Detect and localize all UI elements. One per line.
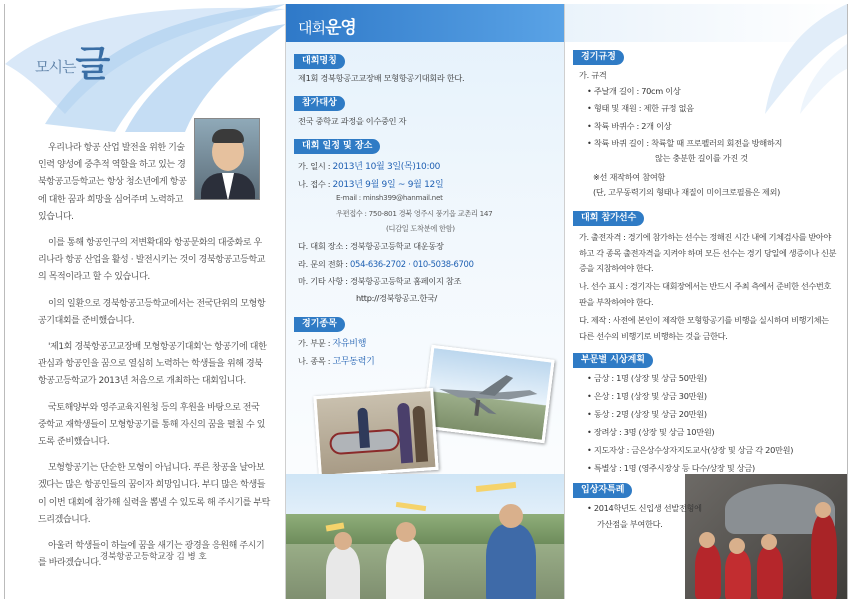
rule-item: • 착륙 바퀴수 : 2개 이상 — [587, 121, 672, 131]
registration-prefix: 나. 접수 : — [298, 179, 331, 189]
competition-name: 제1회 경북항공고교장배 모형항공기대회라 한다. — [298, 73, 465, 83]
date-value: 2013년 10월 3일(목)10:00 — [332, 162, 441, 172]
division-row — [298, 336, 366, 349]
label-competition-name: 대회명칭 — [294, 54, 345, 69]
heading-small: 대회 — [298, 19, 325, 37]
contact-value: 054-636-2702 · 010-5038-6700 — [350, 259, 474, 269]
award-item: • 지도자상 : 금은상수상자지도교사(상장 및 상금 각 20만원) — [587, 445, 794, 455]
award-item: • 금상 : 1명 (상장 및 상금 50만원) — [587, 373, 707, 383]
rules-head: 가. 규격 — [579, 70, 607, 80]
label-rules: 경기규정 — [573, 50, 624, 65]
kind-prefix: 나. 종목 : — [298, 356, 331, 366]
rule-item: • 형태 및 재원 : 제한 규정 없음 — [587, 103, 694, 113]
label-awards: 부문별 시상계획 — [573, 353, 653, 368]
label-schedule: 대회 일정 및 장소 — [294, 139, 380, 154]
division-prefix: 가. 부문 : — [298, 338, 331, 348]
rule-note: (단, 고무동력기의 형태나 재질이 미이크로필름은 제외) — [593, 187, 781, 197]
registration-row — [298, 177, 443, 190]
entrance-item: • 2014학년도 신입생 선발전형에 — [587, 503, 702, 513]
registration-value: 2013년 9월 9일 ~ 9월 12일 — [332, 180, 444, 190]
player-rule: 나. 선수 표시 : 경기자는 대회장에서는 반드시 주최 측에서 준비한 선수번호판을 부착하여야 한다. — [579, 281, 831, 307]
blue-swoosh-graphic — [705, 4, 847, 114]
division-value: 자유비행 — [332, 339, 367, 349]
greeting-text — [38, 140, 270, 581]
rule-item: • 착륙 바퀴 길이 : 착륙할 때 프로펠러의 회전을 방해하지 — [587, 138, 783, 148]
greeting-paragraph: 모형항공기는 단순한 모형이 아닙니다. 푸른 창공을 날아보겠다는 많은 항공인들의 꿈이자 희망입니다. 부디 많은 학생들이 이번 대회에 참가해 실력을 뽐낼 수 있도록 해 주시기를 부탁드리겠습니다. — [38, 463, 270, 525]
contact-prefix: 라. 문의 전화 : — [298, 259, 348, 269]
mail-note: (디감일 도착분에 한함) — [386, 224, 455, 233]
player-rule: 다. 제작 : 사전에 본인이 제작한 모형항공기를 비행을 실시하며 비행기체는 다른 선수의 비행기로 비행하는 것을 금한다. — [579, 315, 829, 341]
label-players: 대회 참가선수 — [573, 211, 644, 226]
students-flying-photo — [286, 474, 565, 599]
award-item: • 은상 : 1명 (상장 및 상금 30만원) — [587, 391, 707, 401]
workshop-photo — [685, 474, 847, 599]
rule-note: ※선 재작하여 참여함 — [593, 172, 666, 182]
greeting-paragraph: 이를 통해 항공인구의 저변확대와 항공문화의 대중화로 우리나라 항공 산업을 활성 · 발전시키는 것이 경북항공고등학교의 목적이라고 할 수 있습니다. — [38, 238, 266, 283]
email-text: E-mail : minsh399@hanmail.net — [336, 193, 443, 202]
greeting-paragraph: 아울러 학생들이 하늘에 꿈을 새기는 광경을 응원해 주시기를 바라겠습니다. — [38, 541, 265, 569]
title-big: 글 — [75, 44, 110, 85]
mail-text: 우편접수 : 750-801 경북 영주시 풍기읍 교촌리 147 — [336, 209, 493, 218]
rule-item: • 주날개 길이 : 70cm 이상 — [587, 86, 681, 96]
homepage-link[interactable]: http://경북항공고.한국/ — [356, 293, 438, 303]
label-entrance: 입상자특례 — [573, 483, 632, 498]
contact-row — [298, 259, 474, 270]
jet-icon — [425, 348, 552, 440]
etc-text: 마. 기타 사항 : 경북항공고등학교 홈페이지 참조 — [298, 276, 462, 286]
rule-item: 않는 충분한 길이를 가진 것 — [655, 153, 748, 163]
award-item: • 장려상 : 3명 (상장 및 상금 10만원) — [587, 427, 715, 437]
label-events: 경기종목 — [294, 317, 345, 332]
rules-panel — [565, 4, 847, 599]
player-rule: 가. 출전자격 : 경기에 참가하는 선수는 정해진 시간 내에 기체검사를 받아야하고 각 종목 출전자격을 지켜야 하며 모든 선수는 경기 당일에 생증이나 신분증을 지참하여야 한다. — [579, 232, 837, 273]
greeting-paragraph: 우리나라 항공 산업 발전을 위한 기술인력 양성에 중추적 역할을 하고 있는 경북항공고등학교는 항상 청소년에게 항공에 대한 꿈과 희망을 심어주며 노력하고 있습니다. — [38, 143, 187, 222]
heading-big: 운영 — [324, 18, 356, 38]
date-row — [298, 159, 440, 172]
date-prefix: 가. 일시 : — [298, 161, 331, 171]
target-text: 전국 중학교 과정을 이수중인 자 — [298, 116, 407, 126]
greeting-panel — [5, 4, 286, 599]
entrance-item: 가산점을 부여한다. — [597, 519, 663, 529]
venue-text: 다. 대회 장소 : 경북항공고등학교 대운동장 — [298, 241, 444, 251]
greeting-paragraph: 이의 일환으로 경북항공고등학교에서는 전국단위의 모형항공기대회를 준비했습니다. — [38, 298, 266, 326]
award-item: • 동상 : 2명 (상장 및 상금 20만원) — [587, 409, 707, 419]
signature: 경북항공고등학교장 김 병 호 — [100, 552, 207, 562]
greeting-paragraph: '제1회 경북항공고교장배 모형항공기대회'는 항공기에 대한 관심과 항공인을 꿈으로 열심히 노력하는 학생들을 위해 경북항공고등학교가 2013년 처음으로 개최하는 대회입니다. — [38, 342, 267, 387]
jet-photo — [421, 345, 554, 443]
operation-panel — [286, 4, 565, 599]
title-small: 모시는 — [35, 58, 76, 76]
section-header — [286, 4, 565, 42]
kind-value: 고무동력기 — [332, 357, 375, 367]
lab-photo — [313, 388, 438, 478]
page-title — [35, 36, 109, 87]
award-item: • 특별상 : 1명 (영주시장상 등 다수/상장 및 상금) — [587, 463, 755, 473]
kind-row — [298, 354, 375, 367]
label-target: 참가대상 — [294, 96, 345, 111]
greeting-paragraph: 국토해양부와 영주교육지원청 등의 후원을 바탕으로 전국 중학교 재학생들이 모형항공기를 통해 자신의 꿈을 펼칠 수 있도록 준비했습니다. — [38, 402, 266, 448]
section-title — [298, 13, 356, 38]
